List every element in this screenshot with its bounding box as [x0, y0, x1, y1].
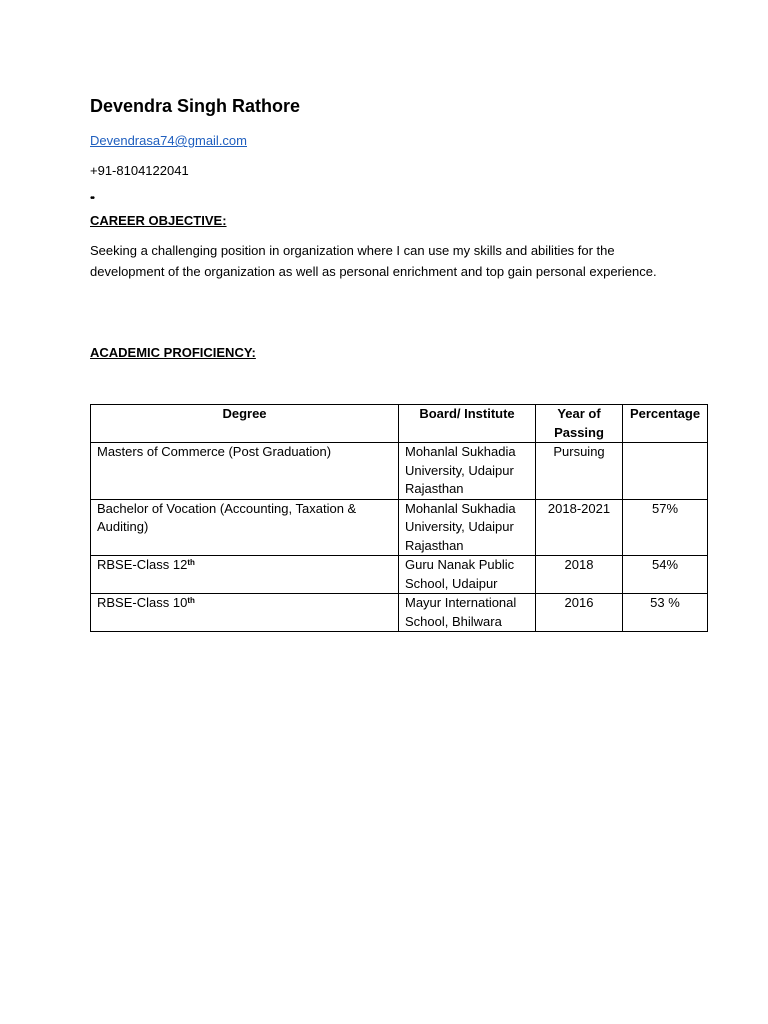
table-row — [91, 556, 708, 594]
degree-text: Masters of Commerce (Post Graduation) — [97, 444, 332, 459]
table-row — [91, 499, 708, 556]
institute-cell: Mayur International School, Bhilwara — [399, 594, 536, 632]
institute-cell: Mohanlal Sukhadia University, Udaipur Rajasthan — [399, 499, 536, 556]
institute-cell: Mohanlal Sukhadia University, Udaipur Rajasthan — [399, 443, 536, 500]
degree-text: RBSE-Class 10 — [97, 595, 188, 610]
candidate-name: Devendra Singh Rathore — [90, 96, 301, 116]
table-row — [91, 443, 708, 500]
academic-table — [90, 404, 708, 632]
percentage-cell — [623, 443, 708, 500]
degree-cell — [91, 594, 399, 632]
percentage-cell: 57% — [623, 499, 708, 556]
degree-text: Bachelor of Vocation (Accounting, Taxation & Auditing) — [97, 500, 357, 534]
percentage-cell: 53 % — [623, 594, 708, 632]
degree-text: RBSE-Class 12 — [97, 557, 188, 572]
academic-proficiency-heading: ACADEMIC PROFICIENCY: — [90, 345, 256, 360]
institute-cell: Guru Nanak Public School, Udaipur — [399, 556, 536, 594]
degree-cell — [91, 443, 399, 500]
column-header-degree: Degree — [91, 405, 399, 443]
table-header-row — [91, 405, 708, 443]
degree-cell — [91, 556, 399, 594]
column-header-percentage: Percentage — [623, 405, 708, 443]
table-row — [91, 594, 708, 632]
year-cell: 2016 — [536, 594, 623, 632]
year-cell: Pursuing — [536, 443, 623, 500]
percentage-cell: 54% — [623, 556, 708, 594]
email-link[interactable]: Devendrasa74@gmail.com — [90, 133, 247, 148]
career-objective-text: Seeking a challenging position in organization where I can use my skills and abilities for the development of the organization as well as personal enrichment and top gain personal experience. — [90, 243, 657, 279]
column-header-year: Year of Passing — [536, 405, 623, 443]
career-objective-heading: CAREER OBJECTIVE: — [90, 213, 227, 228]
bullet-marks: •• — [90, 193, 94, 204]
degree-superscript: th — [187, 558, 195, 567]
column-header-institute: Board/ Institute — [399, 405, 536, 443]
degree-superscript: th — [187, 596, 195, 605]
degree-cell — [91, 499, 399, 556]
phone-number: +91-8104122041 — [90, 163, 189, 178]
year-cell: 2018 — [536, 556, 623, 594]
year-cell: 2018-2021 — [536, 499, 623, 556]
